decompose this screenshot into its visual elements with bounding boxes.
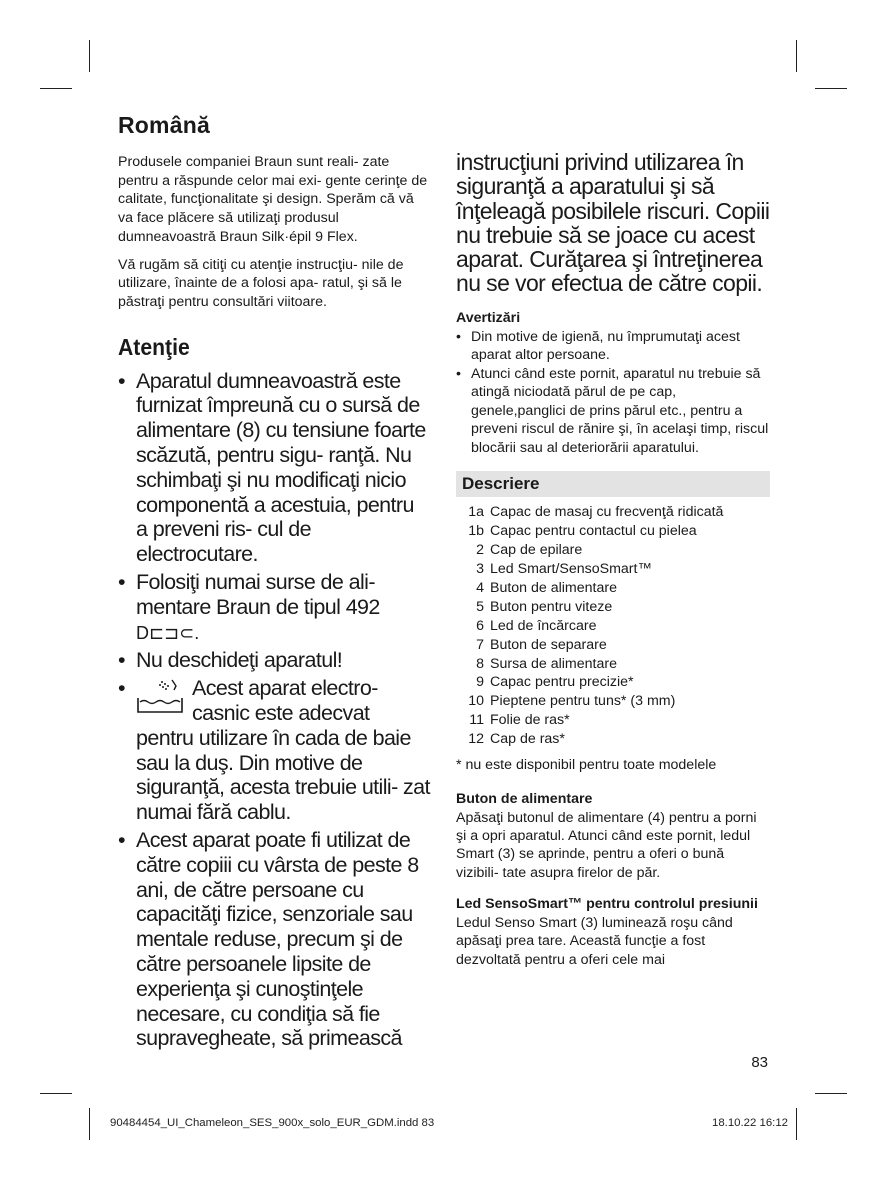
- list-item: • Acest aparat poate fi utilizat de către copiii cu vârsta de peste 8 ani, de către persoane cu capacităţi fizice, senzoriale sau mentale reduse, precum şi de către persoanele lipsite de experienţa şi cunoştinţele necesare, cu condiţia să fie supravegheate, să primească: [118, 827, 419, 1051]
- list-item: • Nu deschideţi aparatul!: [118, 648, 343, 673]
- list-item: 8 Sursa de alimentare: [476, 655, 617, 672]
- list-item: 7 Buton de separare: [476, 636, 607, 653]
- power-button-text: Apăsaţi butonul de alimentare (4) pentru a porni şi a opri aparatul. Atunci când este pornit, ledul Smart (3) se aprinde, pentru a oferi o bună vizibili- tate asupra firelor de păr.: [456, 809, 757, 881]
- adapter-symbol: D⊏⊐⊂.: [136, 622, 200, 643]
- senso-text: Ledul Senso Smart (3) luminează roşu când apăsaţi prea tare. Această funcţie a fost dezvoltată pentru a oferi cele mai: [456, 914, 733, 968]
- intro-paragraph: Vă rugăm să citiţi cu atenţie instrucţiu- nile de utilizare, înainte de a folosi apa- ratul, şi să le păstraţi pentru consultări viitoare.: [118, 256, 404, 310]
- footnote: * nu este disponibil pentru toate modelele: [456, 757, 717, 774]
- list-item: 6 Led de încărcare: [476, 617, 597, 634]
- list-item: • Aparatul dumneavoastră este furnizat împreună cu o sursă de alimentare (8) cu tensiune foarte scăzută, pentru sigu- ranţă. Nu schimbaţi şi nu modificaţi nicio componentă a acestuia, pentru a preveni ris- cul de electrocutare.: [118, 368, 426, 567]
- list-item: 2 Cap de epilare: [476, 542, 583, 559]
- list-item: 12 Cap de ras*: [468, 731, 565, 748]
- list-item: 1b Capac pentru contactul cu pielea: [468, 523, 697, 540]
- list-item: 1a Capac de masaj cu frecvenţă ridicată: [468, 504, 724, 521]
- warnings-heading: Avertizări: [456, 309, 521, 326]
- crop-mark: [89, 1108, 90, 1140]
- footer-timestamp: 18.10.22 16:12: [711, 1117, 788, 1129]
- crop-mark: [89, 40, 90, 72]
- attention-continuation: instrucţiuni privind utilizarea în siguranţă a aparatului şi să înţeleagă posibilele riscuri. Copiii nu trebuie să se joace cu acest aparat. Curăţarea şi întreţinerea nu se vor efectua de către copii.: [456, 149, 770, 297]
- crop-mark: [40, 88, 72, 89]
- right-column: [456, 150, 770, 983]
- list-item: 5 Buton pentru viteze: [476, 598, 613, 615]
- attention-heading: Atenţie: [118, 333, 190, 360]
- list-item: 10 Pieptene pentru tuns* (3 mm): [468, 693, 676, 710]
- list-item: 11 Folie de ras*: [469, 712, 570, 729]
- list-item: • Atunci când este pornit, aparatul nu trebuie să atingă niciodată părul de pe cap, genele,panglici de prins părul etc., pentru a preveni riscul de rănire şi, în acelaşi timp, riscul blocării sau al deteriorării aparatului.: [456, 365, 769, 456]
- list-item: • Din motive de igienă, nu împrumutaţi acest aparat altor persoane.: [456, 328, 740, 364]
- description-heading: Descriere: [456, 471, 770, 497]
- list-item: • Acest aparat electro- casnic este adecvat pentru utilizare în cada de baie sau la duş. Din motive de siguranţă, acesta trebuie utili- zat numai fără cablu.: [118, 676, 430, 825]
- list-item: 3 Led Smart/SensoSmart™: [476, 561, 652, 577]
- attention-list: [118, 369, 430, 1052]
- footer-filename: 90484454_UI_Chameleon_SES_900x_solo_EUR_GDM.indd 83: [110, 1117, 435, 1129]
- page-number: 83: [751, 1054, 768, 1071]
- crop-mark: [796, 1108, 797, 1140]
- warnings-list: [456, 328, 770, 458]
- parts-list: [456, 503, 770, 749]
- left-column: [118, 112, 430, 1054]
- power-button-heading: Buton de alimentare: [456, 791, 593, 808]
- crop-mark: [815, 1093, 847, 1094]
- intro-paragraph: Produsele companiei Braun sunt reali- zate pentru a răspunde celor mai exi- gente cerinţe de calitate, funcţionalitate şi design. Sperăm că vă va face plăcere să utilizaţi produsul dumneavoastră Braun Silk·épil 9 Flex.: [118, 154, 428, 245]
- bath-shower-icon: [136, 676, 184, 716]
- crop-mark: [40, 1093, 72, 1094]
- senso-heading: Led SensoSmart™ pentru controlul presiunii: [456, 896, 758, 913]
- page-title: Română: [118, 112, 210, 138]
- list-item: • Folosiţi numai surse de ali- mentare Braun de tipul 492 D⊏⊐⊂.: [118, 570, 430, 645]
- crop-mark: [796, 40, 797, 72]
- list-item: 4 Buton de alimentare: [476, 579, 617, 596]
- list-item: 9 Capac pentru precizie*: [476, 674, 634, 691]
- crop-mark: [815, 88, 847, 89]
